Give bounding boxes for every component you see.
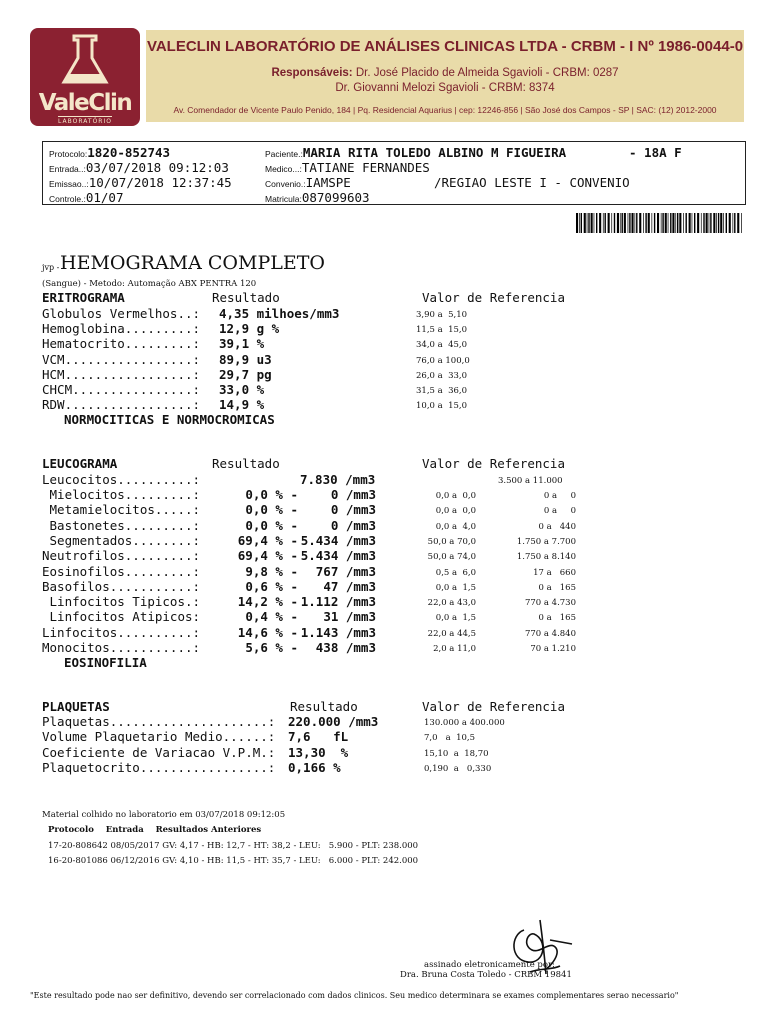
result-label: Coeficiente de Variacao V.P.M.: [42,744,276,760]
reference-range: 26,0 a 33,0 [416,370,468,381]
barcode-bar [710,213,711,233]
reference-absolute: 70 a 1.210 [530,644,576,654]
eritrograma-result-header: Resultado [212,290,280,305]
barcode-bar [603,213,604,233]
patient-label: Paciente.: [265,149,303,159]
previous-result-row-1: 17-20-808642 08/05/2017 GV: 4,17 - HB: 12,7 - HT: 38,2 - LEU: 5.900 - PLT: 238.000 [48,841,419,851]
leucograma-ref-header: Valor de Referencia [422,456,565,471]
barcode-bar [629,213,630,233]
reference-range: 10,0 a 15,0 [416,401,468,412]
barcode-bar [701,213,702,233]
barcode-bar [694,213,695,233]
leucograma-note: EOSINOFILIA [64,655,147,670]
reference-range: 11,5 a 15,0 [416,325,468,336]
result-label: Volume Plaquetario Medio......: [42,729,276,745]
issue-field [49,175,232,190]
result-label: Monocitos...........: [42,640,201,655]
barcode-bar [720,213,722,233]
reference-percent: 0,0 a 4,0 [435,521,476,532]
result-value: 33,0 % [219,382,265,397]
protocol-field [49,145,170,160]
eritrograma-note: NORMOCITICAS E NORMOCROMICAS [64,412,275,427]
reference-percent: 0,5 a 6,0 [435,567,476,578]
insurance-value: IAMSPE [305,175,351,190]
reference-absolute: 0 a 165 [538,613,576,624]
control-value: 01/07 [85,190,124,205]
barcode-bar [733,213,734,233]
result-percent: 9,8 % - [245,563,298,579]
barcode-bar [624,213,626,233]
leucograma-heading: LEUCOGRAMA [42,456,118,471]
result-percent: 5,6 % - [245,640,298,655]
barcode-bar [605,213,606,233]
entry-field [49,160,229,175]
patient-name: MARIA RITA TOLEDO ALBINO M FIGUEIRA [302,145,567,160]
barcode-bar [643,213,644,233]
result-percent: 0,4 % - [245,609,298,625]
barcode-bar [596,213,597,233]
result-value: 89,9 u3 [219,351,272,367]
result-label: Bastonetes.........: [42,517,201,533]
barcode-bar [584,213,586,233]
responsible-1 [146,67,744,79]
barcode-bar [675,213,676,233]
barcode-bar [689,213,691,233]
result-percent: 69,4 % - [237,532,298,548]
plaquetas-ref-header: Valor de Referencia [422,699,565,714]
patient-age: - 18A F [629,145,682,160]
reference-percent: 2,0 a 11,0 [433,644,476,654]
reference-range: 130.000 a 400.000 [424,718,505,728]
result-percent: 0,0 % - [245,487,298,502]
exam-method: (Sangue) - Metodo: Automação ABX PENTRA 120 [42,279,257,289]
barcode-bar [654,213,655,233]
barcode-bar [706,213,708,233]
result-label: Hematocrito.........: [42,336,201,352]
issue-label: Emissao..: [49,179,89,189]
leucograma-result-header: Resultado [212,456,280,471]
result-value: 4,35 milhoes/mm3 [219,306,340,321]
insurance-field [265,175,351,190]
barcode-bar [576,213,578,233]
insurance-label: Convenio.: [265,179,306,189]
result-percent: 0,6 % - [245,578,298,594]
logo [30,28,140,126]
result-label: Linfocitos Atipicos: [42,609,201,625]
result-value: 29,7 pg [219,366,272,382]
barcode-bar [599,213,601,233]
barcode-bar [665,213,667,233]
result-percent: 14,2 % - [237,594,298,610]
leucocitos-ref: 3.500 a 11.000 [498,476,563,486]
reference-absolute: 0 a 165 [538,582,576,593]
lab-address: Av. Comendador de Vicente Paulo Penido, 184 | Pq. Residencial Aquarius | cep: 12246-856 | São José dos Campos - SP | SAC: (12) 2012-2000 [173,105,717,115]
reference-range: 34,0 a 45,0 [416,340,468,351]
responsible-label: Responsáveis: [271,67,353,79]
result-percent: 0,0 % - [245,517,298,533]
entry-value: 03/07/2018 09:12:03 [85,160,229,175]
doctor-field [265,160,430,175]
barcode-bar [677,213,678,233]
barcode-bar [657,213,659,233]
barcode-bar [594,213,595,233]
barcode-bar [683,213,684,233]
barcode-bar [692,213,693,233]
result-value: 12,9 g % [219,321,280,337]
result-label: Mielocitos.........: [42,487,201,502]
protocol-value: 1820-852743 [87,145,171,160]
barcode-bar [652,213,653,233]
result-label: VCM.................: [42,351,201,367]
protocol-label: Protocolo: [49,149,88,159]
result-value: 0,166 % [288,759,341,775]
result-percent: 69,4 % - [237,548,298,564]
barcode-bar [741,213,742,233]
eritrograma-heading: ERITROGRAMA [42,290,125,305]
result-absolute: 31 /mm3 [323,609,376,625]
barcode-bar [579,213,580,233]
barcode-bar [662,213,663,233]
reference-percent: 0,0 a 1,5 [435,582,476,593]
barcode-bar [622,213,623,233]
barcode-bar [703,213,704,233]
registration-value: 087099603 [301,190,370,205]
previous-results-header: Protocolo Entrada Resultados Anteriores [48,825,262,835]
collection-note: Material colhido no laboratorio em 03/07/2018 09:12:05 [42,810,286,820]
signer-name: Dra. Bruna Costa Toledo - CRBM 19841 [400,970,572,980]
result-value: 220.000 /mm3 [288,714,379,729]
barcode-bar [661,213,662,233]
barcode-bar [686,213,687,233]
reference-percent: 50,0 a 70,0 [427,536,476,547]
barcode-bar [697,213,699,233]
barcode-bar [668,213,669,233]
previous-result-row-2: 16-20-801086 06/12/2016 GV: 4,10 - HB: 11,5 - HT: 35,7 - LEU: 6.000 - PLT: 242.000 [48,856,419,866]
barcode-bar [620,213,621,233]
barcode-bar [635,213,636,233]
result-percent: 0,0 % - [245,502,298,518]
reference-absolute: 0 a 440 [538,521,576,532]
control-field [49,190,124,205]
reference-percent: 0,0 a 0,0 [435,491,476,501]
barcode-bar [639,213,641,233]
control-label: Controle.: [49,194,86,204]
disclaimer: "Este resultado pode nao ser definitivo, devendo ser correlacionado com dados clinicos. Seu medico determinara se exames complementares serao necessario" [30,991,679,1000]
barcode-bar [611,213,612,233]
insurance-region: /REGIAO LESTE I - CONVENIO [434,175,630,190]
barcode-bar [628,213,629,233]
result-label: Segmentados........: [42,532,201,548]
result-label: Globulos Vermelhos..: [42,306,201,321]
barcode-bar [581,213,582,233]
patient-field [265,145,566,160]
result-label: Neutrofilos.........: [42,548,201,564]
result-value: 39,1 % [219,336,265,352]
barcode-bar [591,213,593,233]
reference-absolute: 770 a 4.730 [524,598,576,609]
result-label: Eosinofilos.........: [42,563,201,579]
barcode-bar [636,213,637,233]
reference-absolute: 1.750 a 7.700 [516,536,576,547]
barcode-bar [709,213,710,233]
result-absolute: 5.434 /mm3 [300,532,376,548]
logo-text: ValeClin [38,90,132,116]
barcode-bar [617,213,619,233]
barcode-bar [713,213,715,233]
reference-range: 3,90 a 5,10 [416,310,468,320]
signed-note: assinado eletronicamente por: [424,960,555,970]
result-absolute: 5.434 /mm3 [300,548,376,564]
barcode-bar [718,213,719,233]
responsible-1-text: Dr. José Placido de Almeida Sgavioli - CRBM: 0287 [355,67,619,79]
barcode-bar [734,213,735,233]
result-label: RDW.................: [42,397,201,413]
reference-absolute: 0 a 0 [543,491,576,501]
barcode [576,213,744,233]
result-label: Metamielocitos.....: [42,502,201,518]
result-label: Linfocitos..........: [42,624,201,640]
barcode-bar [632,213,634,233]
leucocitos-label: Leucocitos..........: [42,472,201,487]
barcode-bar [587,213,588,233]
barcode-bar [679,213,681,233]
barcode-bar [723,213,724,233]
barcode-bar [645,213,646,233]
result-absolute: 1.143 /mm3 [300,624,376,640]
header-banner [146,30,744,122]
result-absolute: 1.112 /mm3 [300,594,376,610]
reference-absolute: 1.750 a 8.140 [516,552,576,563]
barcode-bar [608,213,610,233]
reference-absolute: 0 a 0 [543,506,576,517]
plaquetas-heading: PLAQUETAS [42,699,110,714]
barcode-bar [729,213,731,233]
barcode-bar [588,213,589,233]
result-absolute: 0 /mm3 [330,502,376,518]
reference-absolute: 770 a 4.840 [524,628,576,639]
result-value: 13,30 % [288,744,349,760]
result-absolute: 438 /mm3 [315,640,376,655]
barcode-bar [648,213,650,233]
result-absolute: 0 /mm3 [330,517,376,533]
result-absolute: 0 /mm3 [330,487,376,502]
barcode-bar [672,213,674,233]
result-label: HCM.................: [42,366,201,382]
doctor-label: Medico...: [265,164,302,174]
reference-percent: 50,0 a 74,0 [427,552,476,563]
barcode-bar [614,213,615,233]
reference-range: 15,10 a 18,70 [424,748,489,759]
responsible-2: Dr. Giovanni Melozi Sgavioli - CRBM: 8374 [335,82,555,94]
plaquetas-result-header: Resultado [290,699,358,714]
result-label: CHCM................: [42,382,201,397]
reference-range: 0,190 a 0,330 [424,763,492,774]
result-label: Plaquetas.....................: [42,714,276,729]
reference-percent: 22,0 a 43,0 [427,598,476,609]
result-label: Linfocitos Tipicos.: [42,594,201,610]
reference-range: 7,0 a 10,5 [424,733,476,744]
lab-title: VALECLIN LABORATÓRIO DE ANÁLISES CLINICAS LTDA - CRBM - I Nº 1986-0044-0 [146,38,744,55]
result-label: Plaquetocrito.................: [42,759,276,775]
registration-field [265,190,370,205]
patient-info-box [42,141,746,205]
doctor-value: TATIANE FERNANDES [301,160,430,175]
result-label: Basofilos...........: [42,578,201,594]
result-value: 14,9 % [219,397,265,413]
result-percent: 14,6 % - [237,624,298,640]
result-label: Hemoglobina.........: [42,321,201,337]
reference-range: 76,0 a 100,0 [416,355,470,366]
exam-prefix: jvp - [42,263,60,272]
barcode-bar [670,213,671,233]
reference-percent: 22,0 a 44,5 [427,628,476,639]
entry-label: Entrada..: [49,164,86,174]
reference-absolute: 17 a 660 [533,567,576,578]
exam-title: HEMOGRAMA COMPLETO [60,252,325,274]
reference-percent: 0,0 a 0,0 [435,506,476,517]
issue-value: 10/07/2018 12:37:45 [88,175,232,190]
barcode-bar [726,213,727,233]
result-value: 7,6 fL [288,729,349,745]
result-absolute: 767 /mm3 [315,563,376,579]
registration-label: Matricula: [265,194,302,204]
reference-range: 31,5 a 36,0 [416,386,468,396]
result-absolute: 47 /mm3 [323,578,376,594]
eritrograma-ref-header: Valor de Referencia [422,290,565,305]
leucocitos-value: 7.830 /mm3 [300,472,376,487]
reference-percent: 0,0 a 1,5 [435,613,476,624]
barcode-bar [737,213,739,233]
logo-subtitle: LABORATÓRIO [58,118,112,125]
barcode-bar [716,213,717,233]
